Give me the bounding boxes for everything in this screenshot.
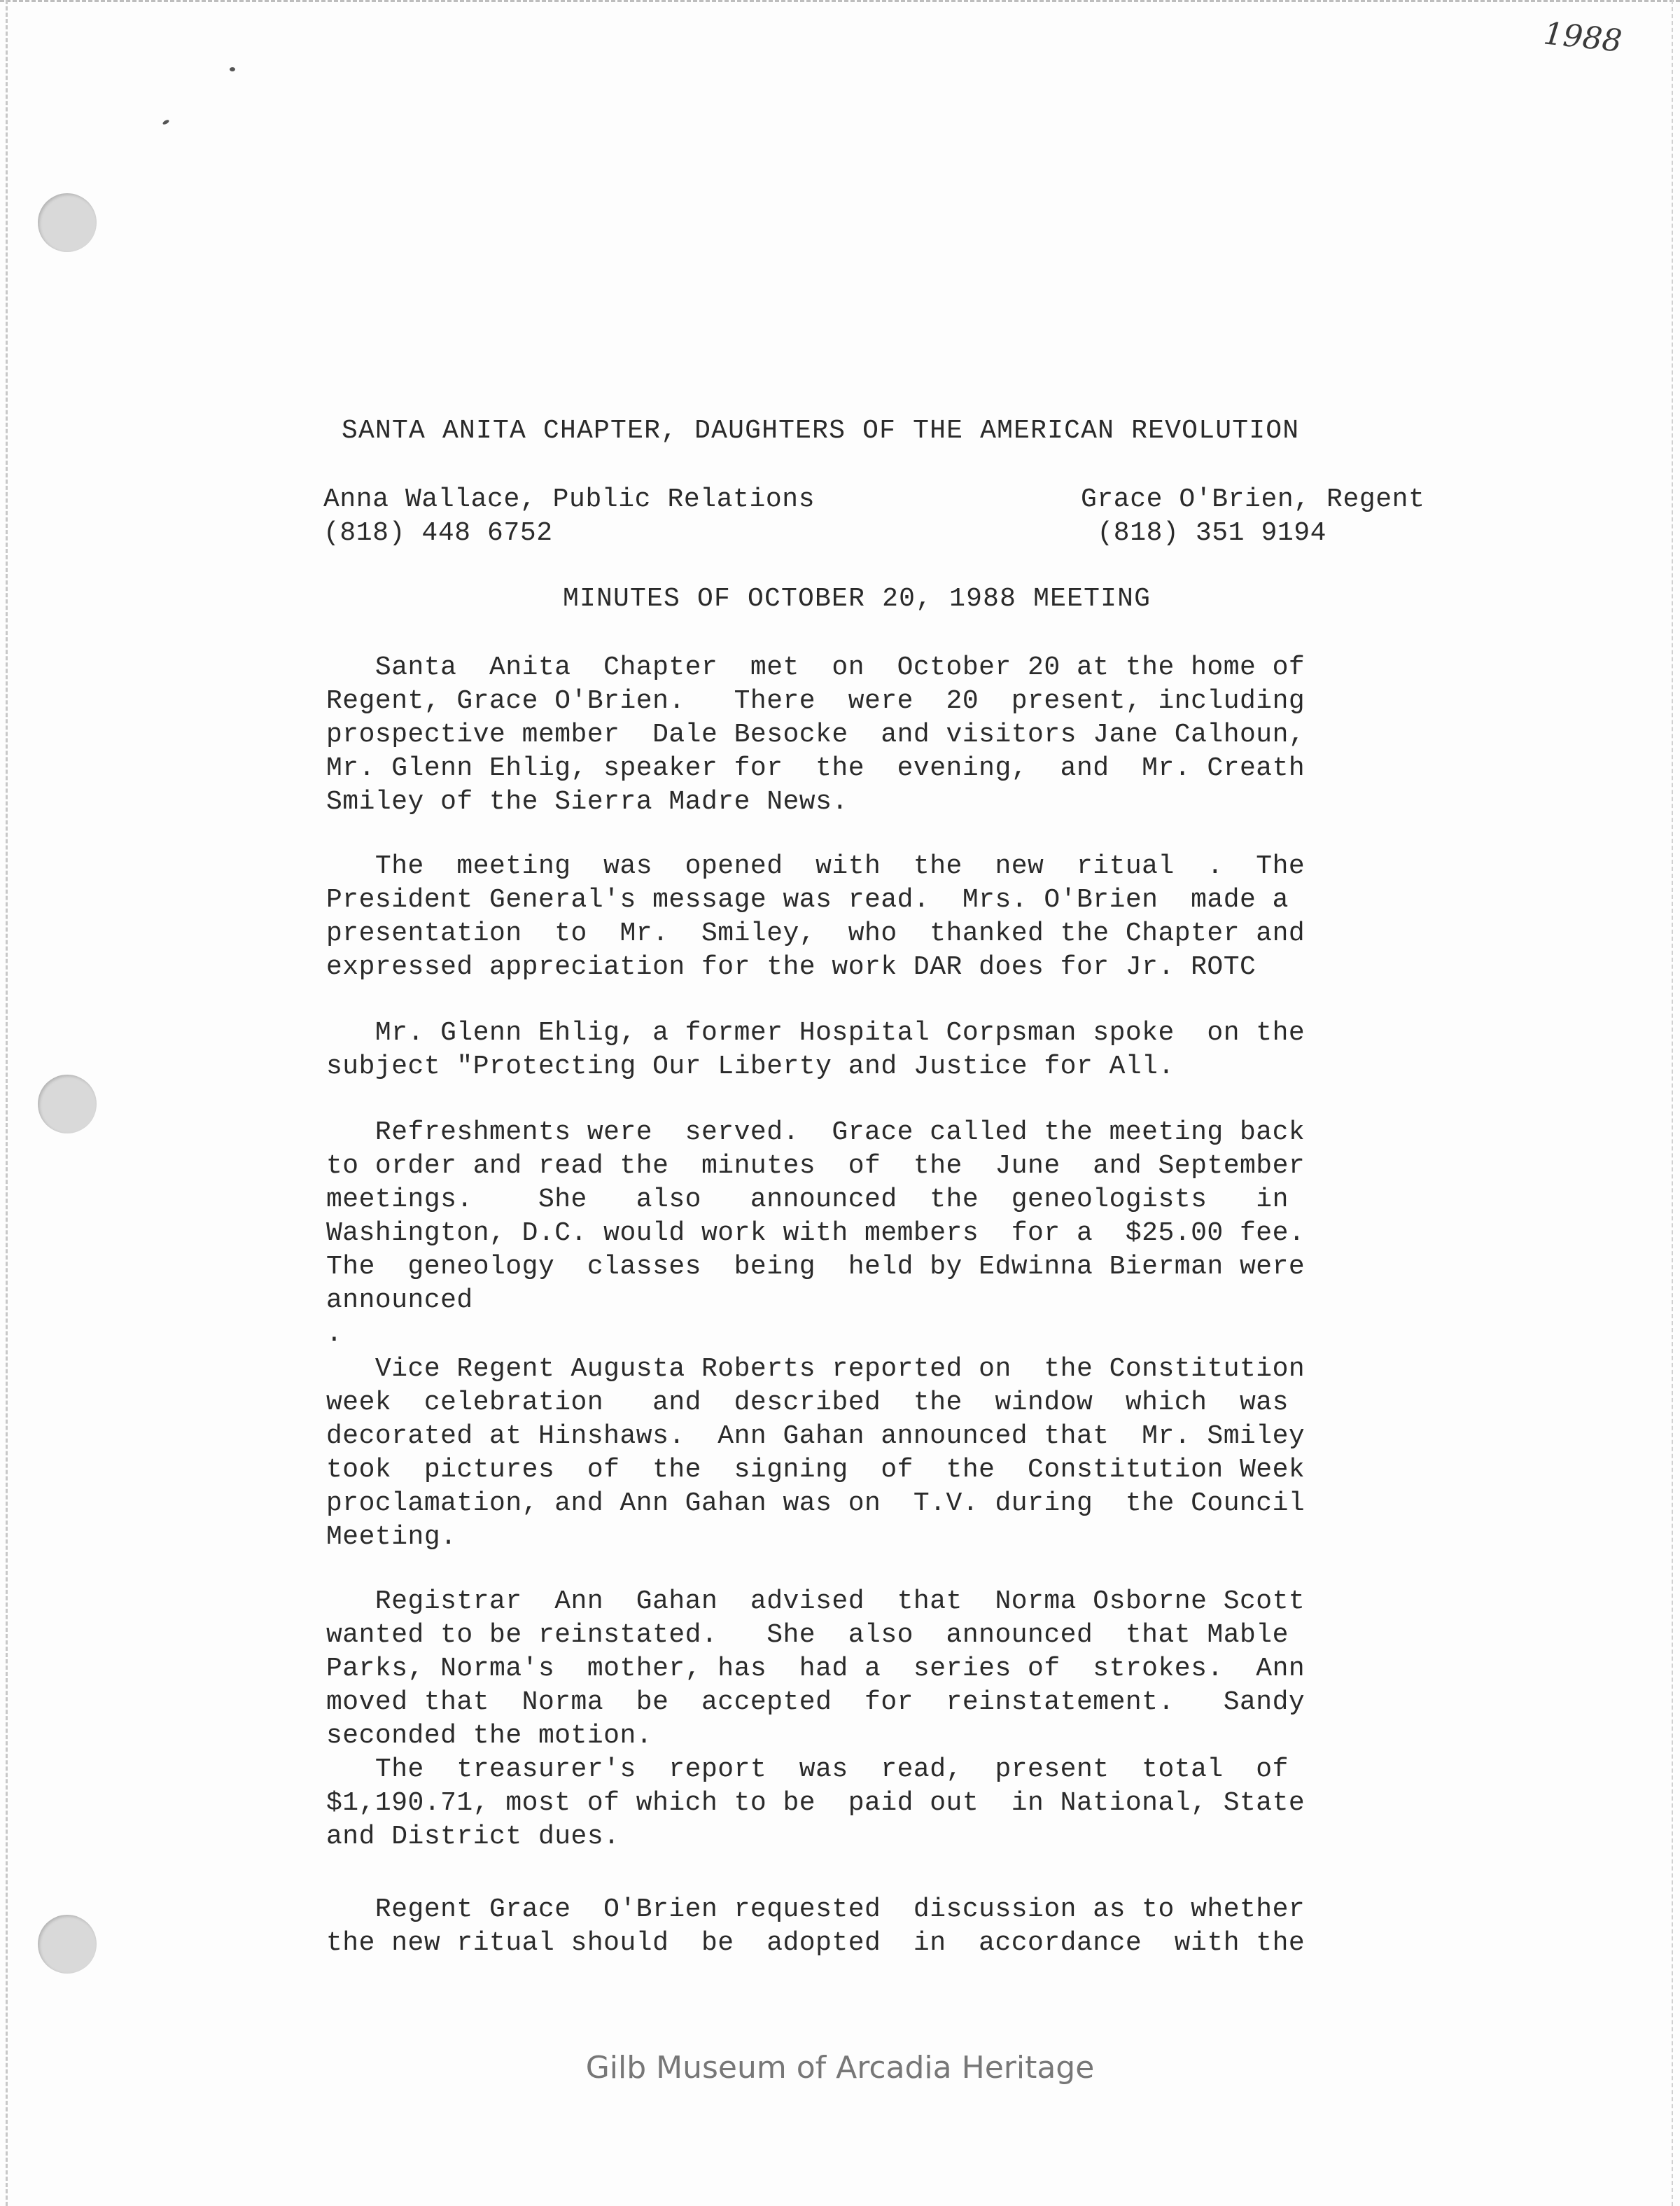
ink-speck	[162, 119, 169, 125]
page-edge-top	[0, 0, 1680, 7]
public-relations-contact: Anna Wallace, Public Relations (818) 448 6752	[323, 484, 816, 548]
punch-hole	[38, 1075, 97, 1133]
minutes-heading: MINUTES OF OCTOBER 20, 1988 MEETING	[563, 584, 1152, 614]
museum-watermark: Gilb Museum of Arcadia Heritage	[585, 2050, 1095, 2086]
paragraph-constitution-week: Vice Regent Augusta Roberts reported on the Constitution week celebration and described the window which was decorated at Hinshaws. Ann Gahan announced that Mr. Smiley took pictures of the signing of the Constitution Week proclamation, and Ann Gahan was on T.V. during the Council Meeting.	[326, 1354, 1306, 1552]
ink-speck	[230, 67, 235, 71]
punch-hole	[38, 1915, 97, 1974]
punch-hole	[38, 193, 97, 252]
page-edge-left	[6, 0, 8, 2206]
page-edge-right	[1670, 0, 1673, 2206]
regent-contact: Grace O'Brien, Regent (818) 351 9194	[1081, 484, 1425, 548]
paragraph-registrar-treasurer: Registrar Ann Gahan advised that Norma Osborne Scott wanted to be reinstated. She also announced that Mable Parks, Norma's mother, has had a series of strokes. Ann moved that Norma be accepted for reinstatement. Sandy seconded the motion. The treasurer's report was read, present total of $1,190.71, most of which to be paid out in National, State and District dues.	[326, 1586, 1306, 1852]
paragraph-opening: The meeting was opened with the new ritual . The President General's message was read. Mrs. O'Brien made a presentation to Mr. Smiley, who thanked the Chapter and expressed appreciation for the work DAR does for Jr. ROTC	[326, 851, 1306, 982]
handwritten-year-annotation: 1988	[1541, 15, 1624, 60]
paragraph-attendance: Santa Anita Chapter met on October 20 at the home of Regent, Grace O'Brien. There were 20 present, including prospective member Dale Besocke and visitors Jane Calhoun, Mr. Glenn Ehlig, speaker for the evening, and Mr. Creath Smiley of the Sierra Madre News.	[326, 652, 1306, 817]
document-title: SANTA ANITA CHAPTER, DAUGHTERS OF THE AMERICAN REVOLUTION	[342, 416, 1300, 446]
paragraph-speaker: Mr. Glenn Ehlig, a former Hospital Corpsman spoke on the subject "Protecting Our Liberty and Justice for All.	[326, 1018, 1306, 1082]
paragraph-ritual-discussion: Regent Grace O'Brien requested discussion as to whether the new ritual should be adopted in accordance with the	[326, 1894, 1306, 1958]
paragraph-refreshments: Refreshments were served. Grace called the meeting back to order and read the minutes of the June and September meetings. She also announced the geneologists in Washington, D.C. would work with members for a $25.00 fee. The geneology classes being held by Edwinna Bierman were announced .	[326, 1117, 1306, 1349]
